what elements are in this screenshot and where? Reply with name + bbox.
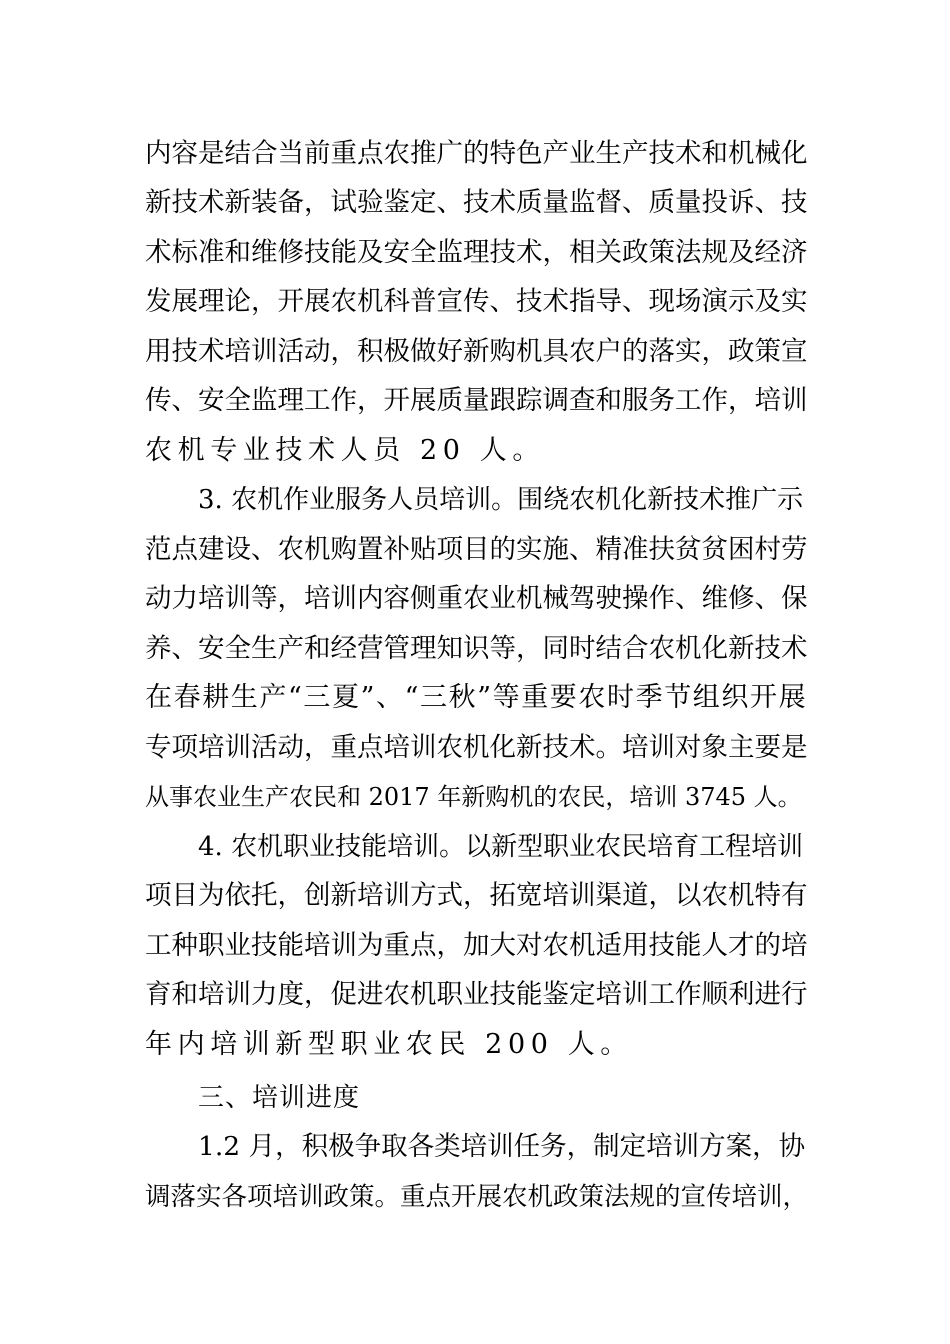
paragraph-line: 项目为依托，创新培训方式，拓宽培训渠道，以农机特有 <box>145 880 808 911</box>
paragraph-line: 育和培训力度，促进农机职业技能鉴定培训工作顺利进行 <box>145 979 808 1010</box>
paragraph-line: 专项培训活动，重点培训农机化新技术。培训对象主要是 <box>145 732 808 763</box>
paragraph-line: 发展理论，开展农机科普宣传、技术指导、现场演示及实 <box>145 286 808 317</box>
paragraph-line: 用技术培训活动，积极做好新购机具农户的落实，政策宣 <box>145 336 808 367</box>
paragraph-line: 工种职业技能培训为重点，加大对农机适用技能人才的培 <box>145 930 808 961</box>
paragraph-line: 农机专业技术人员 20 人。 <box>145 435 545 466</box>
paragraph-line: 范点建设、农机购置补贴项目的实施、精准扶贫贫困村劳 <box>145 534 808 565</box>
paragraph-line: 养、安全生产和经营管理知识等，同时结合农机化新技术 <box>145 633 808 664</box>
paragraph-line: 在春耕生产“三夏”、“三秋”等重要农时季节组织开展 <box>145 682 808 713</box>
paragraph-line: 术标准和维修技能及安全监理技术，相关政策法规及经济 <box>145 237 808 268</box>
paragraph-line: 动力培训等，培训内容侧重农业机械驾驶操作、维修、保 <box>145 583 808 614</box>
paragraph-line: 3. 农机作业服务人员培训。围绕农机化新技术推广示 <box>198 485 804 515</box>
paragraph-line: 年内培训新型职业农民 200 人。 <box>145 1029 633 1060</box>
paragraph-line: 新技术新装备，试验鉴定、技术质量监督、质量投诉、技 <box>145 187 808 218</box>
paragraph-line: 传、安全监理工作，开展质量跟踪调查和服务工作，培训 <box>145 385 808 416</box>
paragraph-line: 1.2 月，积极争取各类培训任务，制定培训方案，协 <box>198 1131 806 1162</box>
paragraph-line: 从事农业生产农民和 2017 年新购机的农民，培训 3745 人。 <box>145 783 802 811</box>
section-heading: 三、培训进度 <box>198 1083 361 1113</box>
paragraph-line: 调落实各项培训政策。重点开展农机政策法规的宣传培训， <box>145 1182 809 1212</box>
paragraph-line: 内容是结合当前重点农推广的特色产业生产技术和机械化 <box>145 138 808 169</box>
paragraph-line: 4. 农机职业技能培训。以新型职业农民培育工程培训 <box>198 832 804 862</box>
